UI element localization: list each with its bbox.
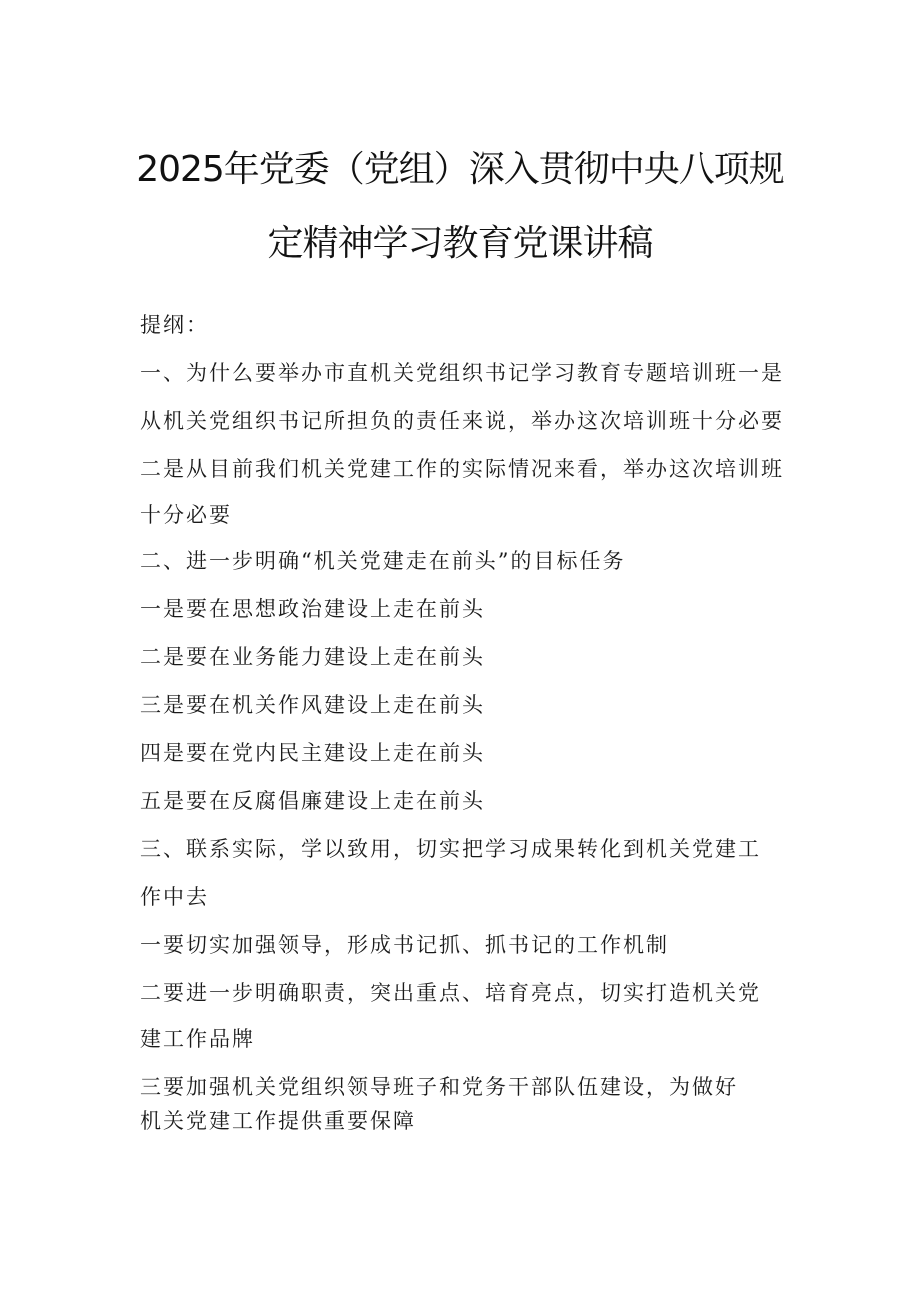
outline-line: 二、进一步明确“机关党建走在前头”的目标任务 (140, 549, 626, 573)
outline-line: 四是要在党内民主建设上走在前头 (140, 741, 485, 765)
outline-label: 提纲： (140, 313, 209, 337)
outline-line: 二是从目前我们机关党建工作的实际情况来看，举办这次培训班 (140, 457, 784, 481)
outline-line: 一要切实加强领导，形成书记抓、抓书记的工作机制 (140, 933, 669, 957)
document-title-line-2: 定精神学习教育党课讲稿 (267, 223, 653, 264)
outline-line: 五是要在反腐倡廉建设上走在前头 (140, 789, 485, 813)
outline-line: 机关党建工作提供重要保障 (140, 1109, 416, 1133)
outline-line: 二要进一步明确职责，突出重点、培育亮点，切实打造机关党 (140, 981, 761, 1005)
outline-line: 十分必要 (140, 503, 232, 527)
outline-line: 一是要在思想政治建设上走在前头 (140, 597, 485, 621)
outline-line: 二是要在业务能力建设上走在前头 (140, 645, 485, 669)
outline-line: 建工作品牌 (140, 1027, 255, 1051)
document-title-line-1: 2025年党委（党组）深入贯彻中央八项规 (136, 149, 784, 190)
outline-line: 三要加强机关党组织领导班子和党务干部队伍建设，为做好 (140, 1075, 738, 1099)
outline-line: 一、为什么要举办市直机关党组织书记学习教育专题培训班一是 (140, 361, 784, 385)
outline-line: 从机关党组织书记所担负的责任来说，举办这次培训班十分必要 (140, 409, 784, 433)
outline-line: 作中去 (140, 885, 209, 909)
outline-line: 三是要在机关作风建设上走在前头 (140, 693, 485, 717)
outline-line: 三、联系实际，学以致用，切实把学习成果转化到机关党建工 (140, 837, 761, 861)
